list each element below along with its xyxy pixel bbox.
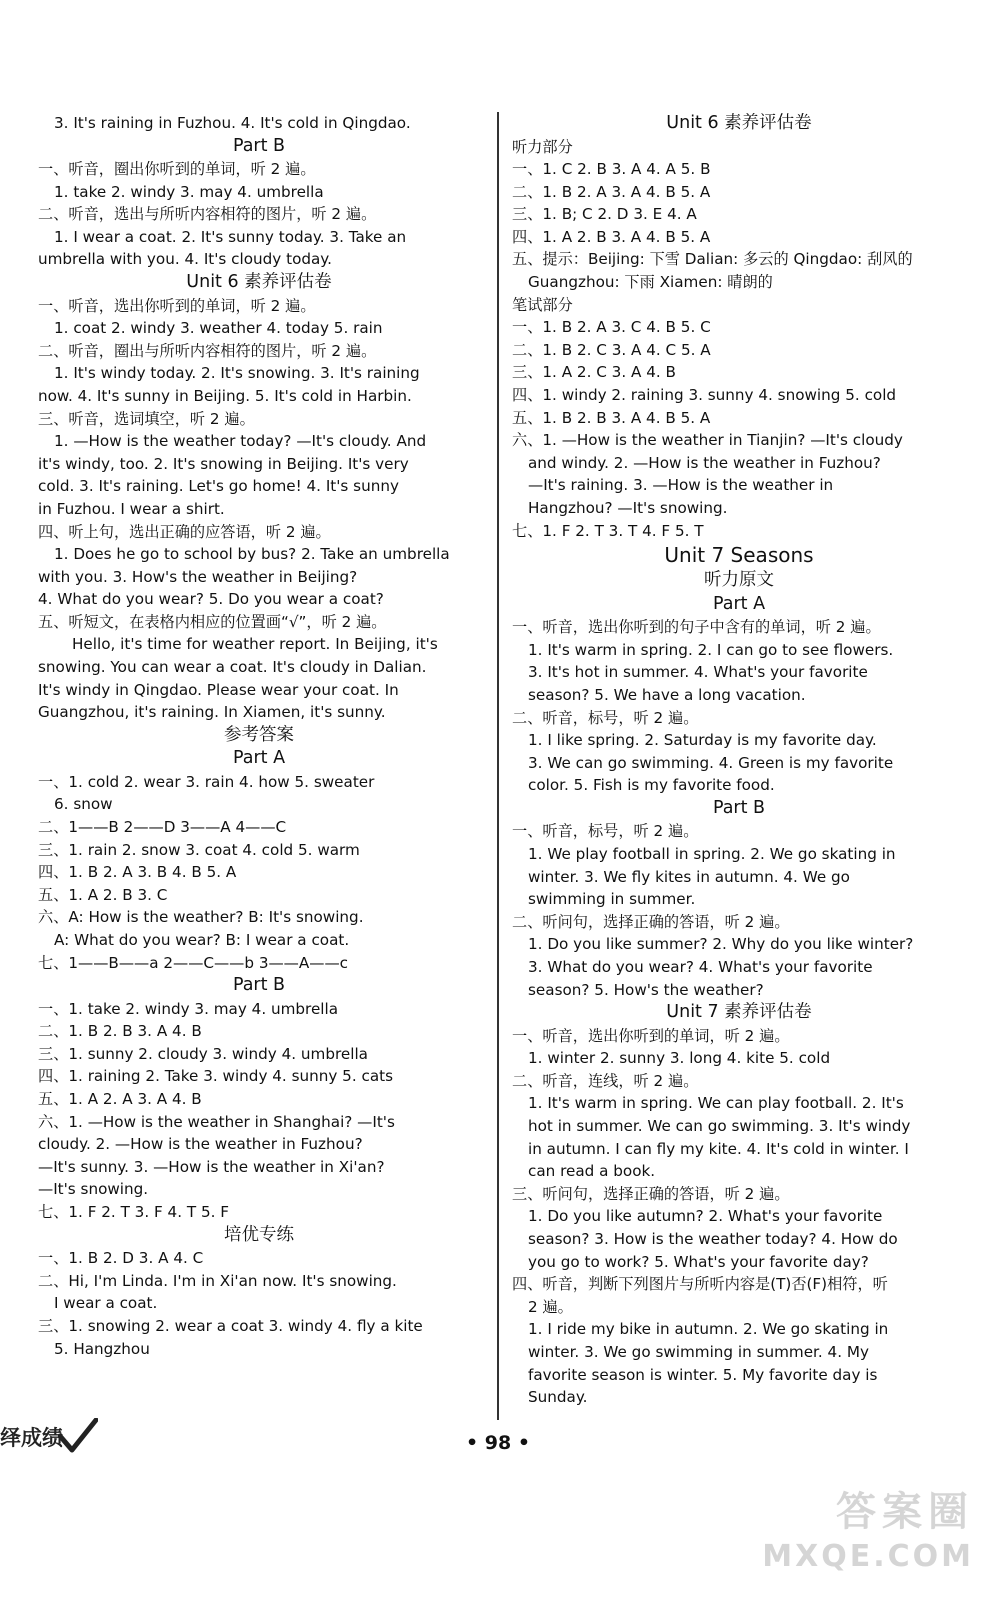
right-column-line: 二、听音，标号，听 2 遍。 <box>512 708 699 727</box>
left-column-line: Part A <box>232 748 286 769</box>
watermark-title: 答案圈 <box>836 1489 974 1535</box>
right-column-line: 听力原文 <box>704 570 774 591</box>
left-column-line: 四、1. raining 2. Take 3. windy 4. sunny 5. cats <box>38 1067 394 1086</box>
left-column-line: now. 4. It's sunny in Beijing. 5. It's cold in Harbin. <box>38 386 412 405</box>
right-column-line: Unit 7 素养评估卷 <box>666 1002 812 1023</box>
left-column-line: 3. It's raining in Fuzhou. 4. It's cold in Qingdao. <box>54 114 411 132</box>
right-column-line: color. 5. Fish is my favorite food. <box>528 776 775 795</box>
page-number: • 98 • <box>466 1432 530 1454</box>
left-column-line: 1. —How is the weather today? —It's cloudy. And <box>54 432 427 451</box>
left-column-line: 五、1. A 2. A 3. A 4. B <box>38 1090 202 1109</box>
right-column-line: 3. It's hot in summer. 4. What's your favorite <box>528 663 868 682</box>
right-column-line: Hangzhou? —It's snowing. <box>528 499 728 517</box>
left-column-line: it's windy, too. 2. It's snowing in Beijing. It's very <box>38 454 409 473</box>
right-column-line: 1. We play football in spring. 2. We go skating in <box>528 845 896 864</box>
left-column-line: snowing. You can wear a coat. It's cloudy in Dalian. <box>38 658 427 677</box>
right-column-line: —It's raining. 3. —How is the weather in <box>528 476 834 495</box>
left-column-line: 三、1. sunny 2. cloudy 3. windy 4. umbrella <box>38 1044 368 1063</box>
right-column-line: 五、提示：Beijing: 下雪 Dalian: 多云的 Qingdao: 刮风的 <box>512 250 913 269</box>
column-divider <box>497 112 499 1420</box>
left-column-line: 七、1——B——a 2——C——b 3——A——c <box>38 953 348 972</box>
right-column-line: 二、听音，连线，听 2 遍。 <box>512 1071 699 1090</box>
right-column-line: 七、1. F 2. T 3. T 4. F 5. T <box>512 521 704 540</box>
right-column-line: Guangzhou: 下雨 Xiamen: 晴朗的 <box>528 273 773 292</box>
right-column-line: and windy. 2. —How is the weather in Fuzhou? <box>528 453 881 472</box>
right-column-line: can read a book. <box>528 1162 656 1181</box>
right-column-line: 四、听音，判断下列图片与所听内容是(T)否(F)相符，听 <box>512 1275 888 1294</box>
right-column-line: 一、听音，选出你听到的单词，听 2 遍。 <box>512 1026 790 1045</box>
right-column-line: winter. 3. We fly kites in autumn. 4. We go <box>528 867 850 886</box>
right-column-line: 1. I like spring. 2. Saturday is my favorite day. <box>528 731 877 750</box>
left-column-line: —It's sunny. 3. —How is the weather in Xi'an? <box>38 1157 385 1176</box>
left-column-line: 七、1. F 2. T 3. F 4. T 5. F <box>38 1203 230 1222</box>
left-column-line: 1. It's windy today. 2. It's snowing. 3. It's raining <box>54 364 420 383</box>
left-column-line: 二、1——B 2——D 3——A 4——C <box>38 818 287 837</box>
right-column-line: season? 3. How is the weather today? 4. How do <box>528 1230 898 1249</box>
right-column-line: 一、1. B 2. A 3. C 4. B 5. C <box>512 318 711 337</box>
right-column-line: season? 5. How's the weather? <box>528 980 764 999</box>
left-column-line: 六、A: How is the weather? B: It's snowing. <box>38 908 364 927</box>
left-column-line: 五、听短文，在表格内相应的位置画“√”，听 2 遍。 <box>38 612 387 631</box>
left-column-line: 五、1. A 2. B 3. C <box>38 885 168 904</box>
left-column-line: umbrella with you. 4. It's cloudy today. <box>38 250 332 269</box>
left-column-line: 二、听音，圈出与所听内容相符的图片，听 2 遍。 <box>38 341 377 360</box>
left-column-line: 二、1. B 2. B 3. A 4. B <box>38 1022 202 1041</box>
right-column-line: 3. What do you wear? 4. What's your favorite <box>528 958 873 976</box>
left-column-line: in Fuzhou. I wear a shirt. <box>38 499 225 518</box>
left-column-line: Hello, it's time for weather report. In Beijing, it's <box>72 635 438 654</box>
left-column-line: 1. Does he go to school by bus? 2. Take an umbrella <box>54 545 450 564</box>
left-column-line: Part B <box>232 135 286 156</box>
watermark-url: MXQE.COM <box>762 1539 974 1574</box>
left-column-line: 1. coat 2. windy 3. weather 4. today 5. rain <box>54 319 383 338</box>
right-column-line: 1. It's warm in spring. We can play football. 2. It's <box>528 1094 904 1113</box>
left-column <box>38 112 480 1360</box>
left-column-line: 1. I wear a coat. 2. It's sunny today. 3. Take an <box>54 227 407 246</box>
right-column-line: 听力部分 <box>512 137 573 156</box>
left-column-line: Part B <box>232 975 286 996</box>
right-column-line: 四、1. A 2. B 3. A 4. B 5. A <box>512 227 711 246</box>
right-column-line: hot in summer. We can go swimming. 3. It's windy <box>528 1117 911 1136</box>
left-column-line: 1. take 2. windy 3. may 4. umbrella <box>54 182 324 201</box>
left-column-line: cloudy. 2. —How is the weather in Fuzhou? <box>38 1135 363 1154</box>
left-column-line: 四、1. B 2. A 3. B 4. B 5. A <box>38 863 237 882</box>
left-column-line: 三、听音，选词填空，听 2 遍。 <box>38 409 255 428</box>
right-column <box>512 112 966 1409</box>
right-column-line: season? 5. We have a long vacation. <box>528 685 806 704</box>
right-column-line: 1. winter 2. sunny 3. long 4. kite 5. cold <box>528 1049 831 1068</box>
right-column-line: 一、听音，选出你听到的句子中含有的单词，听 2 遍。 <box>512 618 881 637</box>
left-column-line: A: What do you wear? B: I wear a coat. <box>54 931 350 949</box>
right-column-line: 1. Do you like autumn? 2. What's your favorite <box>528 1207 883 1226</box>
left-column-line: cold. 3. It's raining. Let's go home! 4. It's sunny <box>38 477 399 496</box>
left-column-line: 三、1. rain 2. snow 3. coat 4. cold 5. warm <box>38 840 360 859</box>
right-column-line: Unit 7 Seasons <box>664 543 814 568</box>
right-column-line: 五、1. B 2. B 3. A 4. B 5. A <box>512 408 711 427</box>
left-column-line: I wear a coat. <box>54 1294 158 1313</box>
left-column-line: 一、1. take 2. windy 3. may 4. umbrella <box>38 999 339 1018</box>
left-column-line: Unit 6 素养评估卷 <box>186 272 332 293</box>
right-column-line: you go to work? 5. What's your favorite day? <box>528 1252 869 1271</box>
left-column-line: 4. What do you wear? 5. Do you wear a coat? <box>38 590 384 609</box>
left-column-line: 一、1. cold 2. wear 3. rain 4. how 5. sweater <box>38 772 375 791</box>
right-column-line: 1. It's warm in spring. 2. I can go to see flowers. <box>528 640 894 659</box>
right-column-line: swimming in summer. <box>528 890 696 909</box>
right-column-line: 六、1. —How is the weather in Tianjin? —It's cloudy <box>512 431 903 450</box>
right-column-line: winter. 3. We go swimming in summer. 4. My <box>528 1343 869 1361</box>
left-column-line: Guangzhou, it's raining. In Xiamen, it's sunny. <box>38 703 386 722</box>
left-column-line: 一、1. B 2. D 3. A 4. C <box>38 1249 204 1268</box>
right-column-line: 二、1. B 2. C 3. A 4. C 5. A <box>512 340 711 359</box>
left-column-line: 培优专练 <box>224 1224 294 1245</box>
left-column-line: 6. snow <box>54 795 113 814</box>
right-column-line: 三、1. A 2. C 3. A 4. B <box>512 363 676 382</box>
right-column-line: 一、听音，标号，听 2 遍。 <box>512 822 699 841</box>
left-column-line: with you. 3. How's the weather in Beijing? <box>38 567 358 586</box>
left-column-line: —It's snowing. <box>38 1180 149 1199</box>
right-column-line: 四、1. windy 2. raining 3. sunny 4. snowing 5. cold <box>512 386 897 405</box>
right-column-line: 二、听问句，选择正确的答语，听 2 遍。 <box>512 912 790 931</box>
left-column-line: 六、1. —How is the weather in Shanghai? —It's <box>38 1112 395 1131</box>
right-column-line: 1. Do you like summer? 2. Why do you like winter? <box>528 935 914 954</box>
right-column-line: Sunday. <box>528 1388 588 1407</box>
right-column-line: 3. We can go swimming. 4. Green is my favorite <box>528 753 894 772</box>
right-column-line: 笔试部分 <box>512 295 573 314</box>
right-column-line: 一、1. C 2. B 3. A 4. A 5. B <box>512 160 711 179</box>
left-column-line: 三、1. snowing 2. wear a coat 3. windy 4. fly a kite <box>38 1316 423 1335</box>
right-column-line: 三、听问句，选择正确的答语，听 2 遍。 <box>512 1184 790 1203</box>
left-column-line: 参考答案 <box>224 724 294 745</box>
left-column-line: 5. Hangzhou <box>54 1339 150 1358</box>
right-column-line: Part B <box>712 797 766 818</box>
left-column-line: 一、听音，圈出你听到的单词，听 2 遍。 <box>38 160 316 179</box>
right-column-line: 三、1. B; C 2. D 3. E 4. A <box>512 205 697 224</box>
right-column-line: 1. I ride my bike in autumn. 2. We go skating in <box>528 1320 889 1339</box>
left-column-line: 一、听音，选出你听到的单词，听 2 遍。 <box>38 296 316 315</box>
left-column-line: It's windy in Qingdao. Please wear your coat. In <box>38 680 399 699</box>
left-column-line: 四、听上句，选出正确的应答语，听 2 遍。 <box>38 522 331 541</box>
left-column-line: 二、听音，选出与所听内容相符的图片，听 2 遍。 <box>38 205 377 224</box>
right-column-line: in autumn. I can fly my kite. 4. It's cold in winter. I <box>528 1139 909 1158</box>
watermark <box>704 1486 974 1586</box>
left-column-line: 二、Hi, I'm Linda. I'm in Xi'an now. It's snowing. <box>38 1271 397 1290</box>
right-column-line: favorite season is winter. 5. My favorite day is <box>528 1365 878 1384</box>
brand-logo-text: 绎成绩 <box>0 1426 63 1450</box>
right-column-line: Unit 6 素养评估卷 <box>666 113 812 133</box>
right-column-line: 2 遍。 <box>528 1297 573 1316</box>
right-column-line: 二、1. B 2. A 3. A 4. B 5. A <box>512 182 711 201</box>
right-column-line: Part A <box>712 593 766 614</box>
